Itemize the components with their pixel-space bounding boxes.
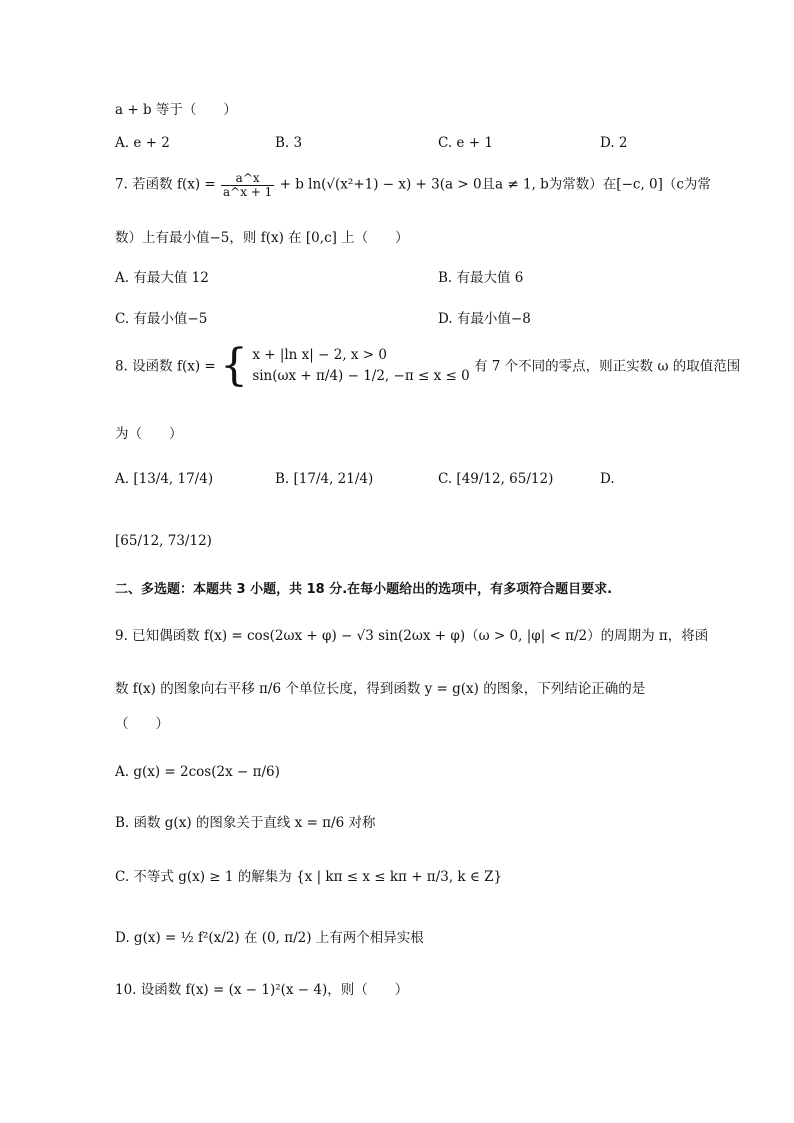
q8-brace: {	[220, 340, 249, 391]
q9-option-b: B. 函数 g(x) 的图象关于直线 x = π/6 对称	[115, 815, 376, 831]
q6-option-d: D. 2	[600, 135, 628, 151]
q7-option-c: C. 有最小值−5	[115, 311, 208, 327]
q8-option-b: B. [17/4, 21/4)	[275, 471, 374, 487]
q6-stem-tail: a + b 等于（ ）	[115, 102, 237, 118]
q8-cases	[252, 345, 469, 388]
q9-option-c: C. 不等式 g(x) ≥ 1 的解集为 {x | kπ ≤ x ≤ kπ + π/3, k ∈ Z}	[115, 869, 503, 885]
q8-option-d: [65/12, 73/12)	[115, 533, 212, 549]
section-2-heading: 二、多选题：本题共 3 小题，共 18 分.在每小题给出的选项中，有多项符合题目要求.	[115, 582, 613, 597]
q8-stem	[115, 340, 740, 393]
q10-stem: 10. 设函数 f(x) = (x − 1)²(x − 4)，则（ ）	[115, 982, 409, 998]
q9-stem-line3: （ ）	[115, 716, 169, 732]
q8-case1: x + |ln x| − 2, x > 0	[252, 346, 387, 363]
q9-option-a: A. g(x) = 2cos(2x − π/6)	[115, 764, 280, 780]
q7-label: 7. 若函数	[115, 176, 173, 193]
q9-stem-line1: 9. 已知偶函数 f(x) = cos(2ωx + φ) − √3 sin(2ωx + φ)（ω > 0, |φ| < π/2）的周期为 π，将函	[115, 628, 709, 644]
q6-option-b: B. 3	[275, 135, 303, 151]
q8-label: 8. 设函数	[115, 358, 173, 375]
q8-tail: 有 7 个不同的零点，则正实数 ω 的取值范围	[474, 358, 741, 375]
q9-stem-line2: 数 f(x) 的图象向右平移 π/6 个单位长度，得到函数 y = g(x) 的图象，下列结论正确的是	[115, 681, 646, 697]
q8-option-c: C. [49/12, 65/12)	[438, 471, 554, 487]
q7-option-b: B. 有最大值 6	[438, 270, 524, 286]
q8-option-a: A. [13/4, 17/4)	[115, 471, 214, 487]
q7-fx: f(x) =	[176, 176, 216, 193]
q7-frac-den: a^x + 1	[223, 184, 273, 199]
q7-option-d: D. 有最小值−8	[438, 311, 531, 327]
q7-fraction	[221, 172, 274, 198]
q6-option-c: C. e + 1	[438, 135, 493, 151]
q6-option-a: A. e + 2	[115, 135, 170, 151]
q9-option-d: D. g(x) = ½ f²(x/2) 在 (0, π/2) 上有两个相异实根	[115, 930, 424, 946]
q8-fx: f(x) =	[176, 358, 216, 375]
q7-frac-num: a^x	[221, 172, 274, 186]
q7-option-a: A. 有最大值 12	[115, 270, 209, 286]
q8-option-d-label: D.	[600, 471, 615, 487]
q8-stem-line2: 为（ ）	[115, 426, 183, 442]
q8-case2: sin(ωx + π/4) − 1/2, −π ≤ x ≤ 0	[252, 368, 470, 385]
q7-rest: + b ln(√(x²+1) − x) + 3(a > 0且a ≠ 1, b为常数）在[−c, 0]（c为常	[279, 176, 711, 193]
q7-stem	[115, 172, 711, 198]
q7-stem-line2: 数）上有最小值−5，则 f(x) 在 [0,c] 上（ ）	[115, 230, 409, 246]
